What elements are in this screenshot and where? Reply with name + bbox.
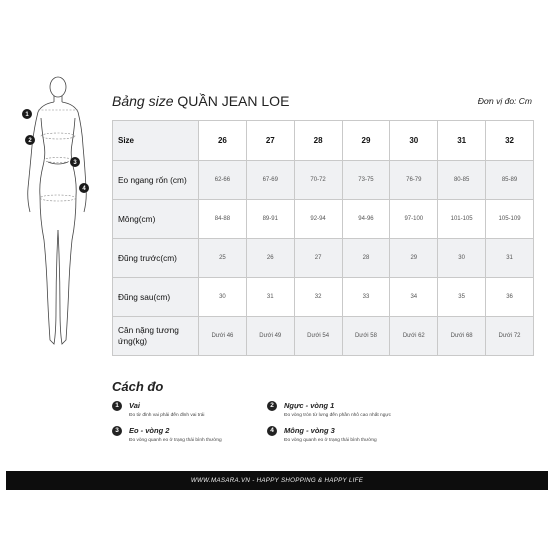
table-row-hip xyxy=(113,200,534,239)
table-cell: 28 xyxy=(342,239,390,278)
size-27-header: 27 xyxy=(246,121,294,161)
table-header-row xyxy=(113,121,534,161)
table-cell: Dưới 68 xyxy=(438,317,486,356)
table-cell: 36 xyxy=(486,278,534,317)
table-cell: 27 xyxy=(294,239,342,278)
table-cell: 34 xyxy=(390,278,438,317)
table-cell: 35 xyxy=(438,278,486,317)
guide-number-3: 3 xyxy=(112,426,122,436)
table-row-waist xyxy=(113,161,534,200)
size-28-header: 28 xyxy=(294,121,342,161)
title-prefix: Bảng size xyxy=(112,93,174,109)
footer-bar: WWW.MASARA.VN - HAPPY SHOPPING & HAPPY LIFE xyxy=(6,471,548,490)
row-label-front-rise: Đũng trước(cm) xyxy=(113,239,199,278)
table-cell: 89-91 xyxy=(246,200,294,239)
guide-item-name: Eo - vòng 2 xyxy=(129,426,170,435)
row-label-back-rise: Đũng sau(cm) xyxy=(113,278,199,317)
table-cell: Dưới 72 xyxy=(486,317,534,356)
figure-marker-4: 4 xyxy=(82,186,86,193)
guide-item-desc: Đo vòng quanh eo ở trạng thái bình thường xyxy=(129,438,222,443)
row-label-waist: Eo ngang rốn (cm) xyxy=(113,161,199,200)
table-row-front-rise xyxy=(113,239,534,278)
guide-number-2: 2 xyxy=(267,401,277,411)
unit-label: Đơn vị đo: Cm xyxy=(477,96,532,106)
table-cell: 29 xyxy=(390,239,438,278)
size-table xyxy=(112,120,534,356)
guide-number-4: 4 xyxy=(267,426,277,436)
guide-number-1: 1 xyxy=(112,401,122,411)
table-cell: Dưới 49 xyxy=(246,317,294,356)
table-cell: 101-105 xyxy=(438,200,486,239)
table-cell: 67-69 xyxy=(246,161,294,200)
table-cell: 30 xyxy=(199,278,247,317)
table-row-weight xyxy=(113,317,534,356)
guide-item-name: Mông - vòng 3 xyxy=(284,426,335,435)
figure-marker-1: 1 xyxy=(25,112,29,119)
table-cell: Dưới 58 xyxy=(342,317,390,356)
size-26-header: 26 xyxy=(199,121,247,161)
table-cell: 105-109 xyxy=(486,200,534,239)
size-30-header: 30 xyxy=(390,121,438,161)
table-cell: 33 xyxy=(342,278,390,317)
figure-marker-2: 2 xyxy=(28,138,32,145)
table-cell: 84-88 xyxy=(199,200,247,239)
table-cell: 73-75 xyxy=(342,161,390,200)
table-cell: 70-72 xyxy=(294,161,342,200)
table-cell: 32 xyxy=(294,278,342,317)
table-cell: 85-89 xyxy=(486,161,534,200)
title-product: QUẦN JEAN LOE xyxy=(177,93,290,109)
row-label-weight: Cân nặng tương ứng(kg) xyxy=(113,317,199,356)
table-row-back-rise xyxy=(113,278,534,317)
size-29-header: 29 xyxy=(342,121,390,161)
page-title xyxy=(112,93,289,109)
table-cell: 94-96 xyxy=(342,200,390,239)
guide-item-desc: Đo từ đỉnh vai phải đến đỉnh vai trái xyxy=(129,413,205,418)
table-cell: Dưới 54 xyxy=(294,317,342,356)
table-cell: 30 xyxy=(438,239,486,278)
guide-item-desc: Đo vòng quanh eo ở trạng thái bình thường xyxy=(284,438,377,443)
figure-marker-3: 3 xyxy=(73,160,77,167)
body-figure-illustration xyxy=(14,70,94,370)
table-cell: 31 xyxy=(246,278,294,317)
size-31-header: 31 xyxy=(438,121,486,161)
table-cell: 97-100 xyxy=(390,200,438,239)
guide-item-name: Ngực - vòng 1 xyxy=(284,401,335,410)
guide-item-name: Vai xyxy=(129,401,140,410)
table-header-label: Size xyxy=(113,121,199,161)
size-32-header: 32 xyxy=(486,121,534,161)
guide-item-desc: Đo vòng tròn từ lưng đến phần nhô cao nhất ngực xyxy=(284,413,391,418)
table-cell: Dưới 46 xyxy=(199,317,247,356)
body-outline-icon xyxy=(14,70,94,370)
table-cell: 62-66 xyxy=(199,161,247,200)
table-cell: 25 xyxy=(199,239,247,278)
guide-title: Cách đo xyxy=(112,379,164,394)
table-cell: 26 xyxy=(246,239,294,278)
table-cell: Dưới 62 xyxy=(390,317,438,356)
table-cell: 31 xyxy=(486,239,534,278)
table-cell: 80-85 xyxy=(438,161,486,200)
table-cell: 76-79 xyxy=(390,161,438,200)
table-cell: 92-94 xyxy=(294,200,342,239)
row-label-hip: Mông(cm) xyxy=(113,200,199,239)
